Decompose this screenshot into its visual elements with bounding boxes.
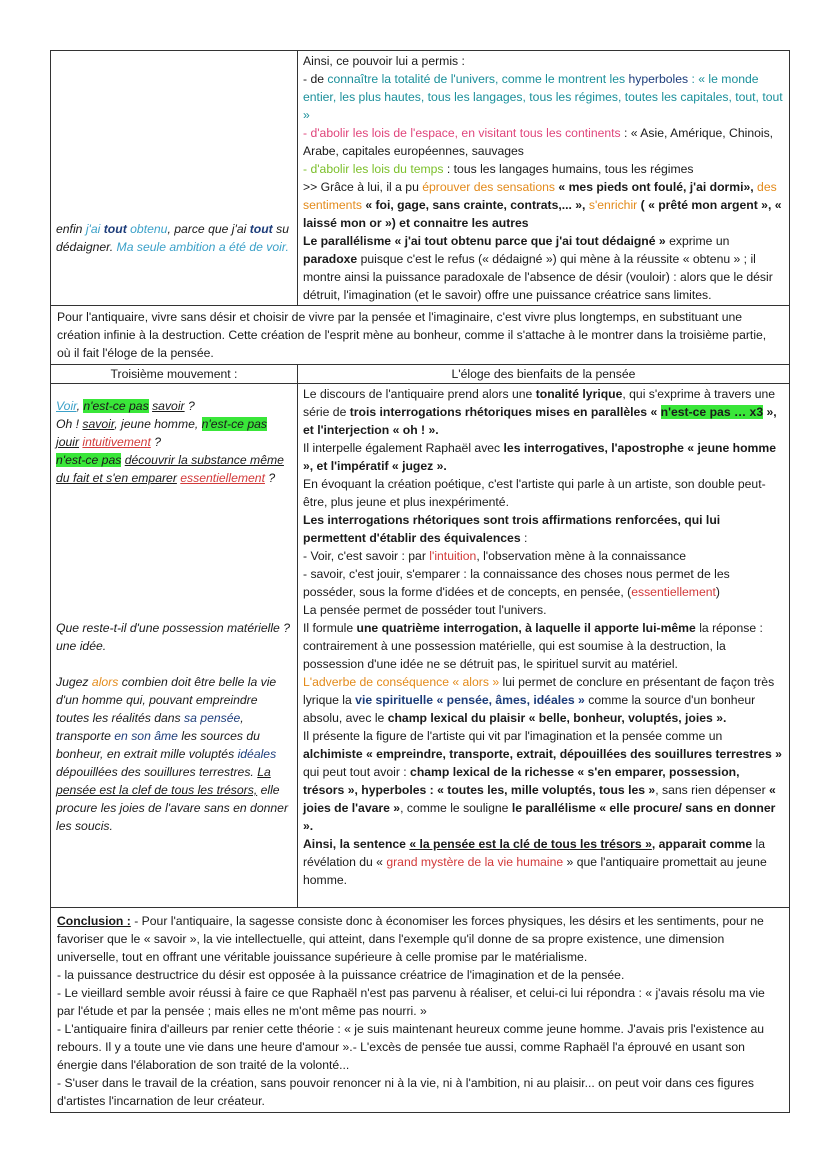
analysis-line: Le parallélisme « j'ai tout obtenu parce que j'ai tout dédaigné » exprime un paradoxe puisque c'est le refus (« dédaigné ») qui mène à la réussite « obtenu » ; il montre ainsi la puissance paradoxale de l'absence de désir (vouloir) : alors que le désir détruit, l'imagination (et le savoir) offre une puissance créatrice sans limites.: [303, 234, 773, 302]
analysis-cell-third: [298, 384, 790, 908]
header-left: Troisième mouvement :: [51, 365, 298, 384]
analysis-line: Il interpelle également Raphaël avec les interrogatives, l'apostrophe « jeune homme », et l'impératif « jugez ».: [303, 441, 776, 473]
analysis-line: - de connaître la totalité de l'univers, comme le montrent les hyperboles : « le monde entier, les plus hautes, tous les langages, tous les régimes, toutes les capitales, tout, tout »: [303, 72, 783, 122]
analysis-cell-top: [298, 51, 790, 306]
analysis-line: >> Grâce à lui, il a pu éprouver des sensations « mes pieds ont foulé, j'ai dormi», des sentiments « foi, gage, sans crainte, contrats,... », s'enrichir ( « prêté mon argent », « laissé mon or ») et connaitre les autres: [303, 180, 782, 230]
quote-text: j'ai: [85, 221, 104, 236]
conclusion-row: [51, 908, 790, 1113]
quote-line: Que reste-t-il d'une possession matérielle ? une idée.: [56, 621, 291, 653]
quote-text: , parce que j'ai: [167, 221, 250, 236]
header-row: [51, 365, 790, 384]
transition-row: [51, 306, 790, 365]
second-movement-row: [51, 51, 790, 306]
analysis-line: Ainsi, la sentence « la pensée est la clé de tous les trésors », apparait comme la révélation du « grand mystère de la vie humaine » que l'antiquaire promettait au jeune homme.: [303, 837, 767, 887]
conclusion-line: - la puissance destructrice du désir est opposée à la puissance créatrice de l'imagination et de la pensée.: [57, 968, 625, 982]
conclusion-line: - Le vieillard semble avoir réussi à faire ce que Raphaël n'est pas parvenu à réaliser, et celui-ci lui répondra : « j'avais résolu ma vie par l'étude et par la pensée ; mais elles ne m'ont même pas nourri. »: [57, 986, 765, 1018]
analysis-line: - d'abolir les lois du temps : tous les langages humains, tous les régimes: [303, 162, 694, 176]
quote-line: Jugez alors combien doit être belle la vie d'un homme qui, pouvant empreindre toutes les réalités dans sa pensée, transporte en son âme les sources du bonheur, en extrait mille voluptés idéales dépouillées des souillures terrestres. La pensée est la clef de tous les trésors, elle procure les joies de l'avare sans en donner les soucis.: [56, 675, 288, 833]
quote-text: obtenu: [126, 221, 168, 236]
analysis-line: L'adverbe de conséquence « alors » lui permet de conclure en présentant de façon très lyrique la vie spirituelle « pensée, âmes, idéales » comme la source d'un bonheur absolu, avec le champ lexical du plaisir « belle, bonheur, voluptés, joies ».: [303, 675, 775, 725]
quote-text: Ma seule ambition a été de voir.: [116, 239, 289, 254]
document-page: [50, 50, 789, 1113]
quote-line: Oh ! savoir, jeune homme, n'est-ce pas jouir intuitivement ?: [56, 417, 267, 449]
quote-text: tout: [249, 221, 273, 236]
transition-text: Pour l'antiquaire, vivre sans désir et choisir de vivre par la pensée et l'imaginaire, c'est vivre plus longtemps, en substituant une création infinie à la destruction. Cette création de l'esprit mène au bonheur, comme il s'attache à le montrer dans la troisième partie, où il fait l'éloge de la pensée.: [51, 306, 790, 365]
analysis-line: Le discours de l'antiquaire prend alors une tonalité lyrique, qui s'exprime à travers une série de trois interrogations rhétoriques mises en parallèles « n'est-ce pas … x3 », et l'interjection « oh ! ».: [303, 387, 777, 437]
analysis-table: [50, 50, 790, 1113]
analysis-line: La pensée permet de posséder tout l'univers.: [303, 603, 547, 617]
conclusion-line: - L'antiquaire finira d'ailleurs par renier cette théorie : « je suis maintenant heureux comme jeune homme. J'avais pris l'existence au rebours. Il y a toute une vie dans une heure d'amour ».- L'excès de pensée tue aussi, comme Raphaël l'a éprouvé en usant son énergie dans l'élaboration de son traité de la volonté...: [57, 1022, 765, 1072]
analysis-line: En évoquant la création poétique, c'est l'artiste qui parle à un artiste, son double peut-être, plus jeune et plus inexpérimenté.: [303, 477, 766, 509]
quote-cell-third: [51, 384, 298, 908]
conclusion-line: Conclusion : - Pour l'antiquaire, la sagesse consiste donc à économiser les forces physiques, les désirs et les sentiments, pour ne favoriser que le « savoir », la vie intellectuelle, qui atteint, dans l'exemple qu'il donne de sa propre existence, une dimension universelle, tout en offrant une véritable jouissance supérieure à celle promise par le matérialisme.: [57, 914, 764, 964]
analysis-line: Les interrogations rhétoriques sont trois affirmations renforcées, qui lui permettent d'établir des équivalences :: [303, 513, 721, 545]
conclusion-label: Conclusion :: [57, 914, 131, 928]
analysis-line: Il présente la figure de l'artiste qui vit par l'imagination et la pensée comme un alchimiste « empreindre, transporte, extrait, dépouillées des souillures terrestres » qui peut tout avoir : champ lexical de la richesse « s'en emparer, possession, trésors », hyperboles : « toutes les, mille voluptés, tous les », sans rien dépenser « joies de l'avare », comme le souligne le parallélisme « elle procure/ sans en donner ».: [303, 729, 782, 833]
quote-text: enfin: [56, 221, 86, 236]
analysis-line: - Voir, c'est savoir : par l'intuition, l'observation mène à la connaissance: [303, 549, 686, 563]
conclusion-cell: [51, 908, 790, 1113]
third-movement-row: [51, 384, 790, 908]
analysis-line: - d'abolir les lois de l'espace, en visitant tous les continents : « Asie, Amérique, Chinois, Arabe, capitales européennes, sauvages: [303, 126, 774, 158]
quote-cell-top: [51, 51, 298, 306]
analysis-line: Il formule une quatrième interrogation, à laquelle il apporte lui-même la réponse : contrairement à une possession matérielle, qui est soumise à la destruction, la possession d'une idée ne se détruit pas, le spirituel survit au matériel.: [303, 621, 763, 671]
conclusion-line: - S'user dans le travail de la création, sans pouvoir renoncer ni à la vie, ni à l'ambition, ni au plaisir... on peut voir dans ces figures d'artistes l'incarnation de leur créateur.: [57, 1076, 755, 1108]
quote-line: n'est-ce pas découvrir la substance même du fait et s'en emparer essentiellement ?: [56, 453, 284, 485]
header-right: L'éloge des bienfaits de la pensée: [298, 365, 790, 384]
quote-text: tout: [103, 221, 127, 236]
analysis-line: Ainsi, ce pouvoir lui a permis :: [303, 54, 465, 68]
quote-text: su dédaigner.: [56, 221, 289, 254]
quote-line: Voir, n'est-ce pas savoir ?: [56, 399, 195, 413]
analysis-line: - savoir, c'est jouir, s'emparer : la connaissance des choses nous permet de les posséder, sous la forme d'idées et de concepts, en pensée, (essentiellement): [303, 567, 730, 599]
